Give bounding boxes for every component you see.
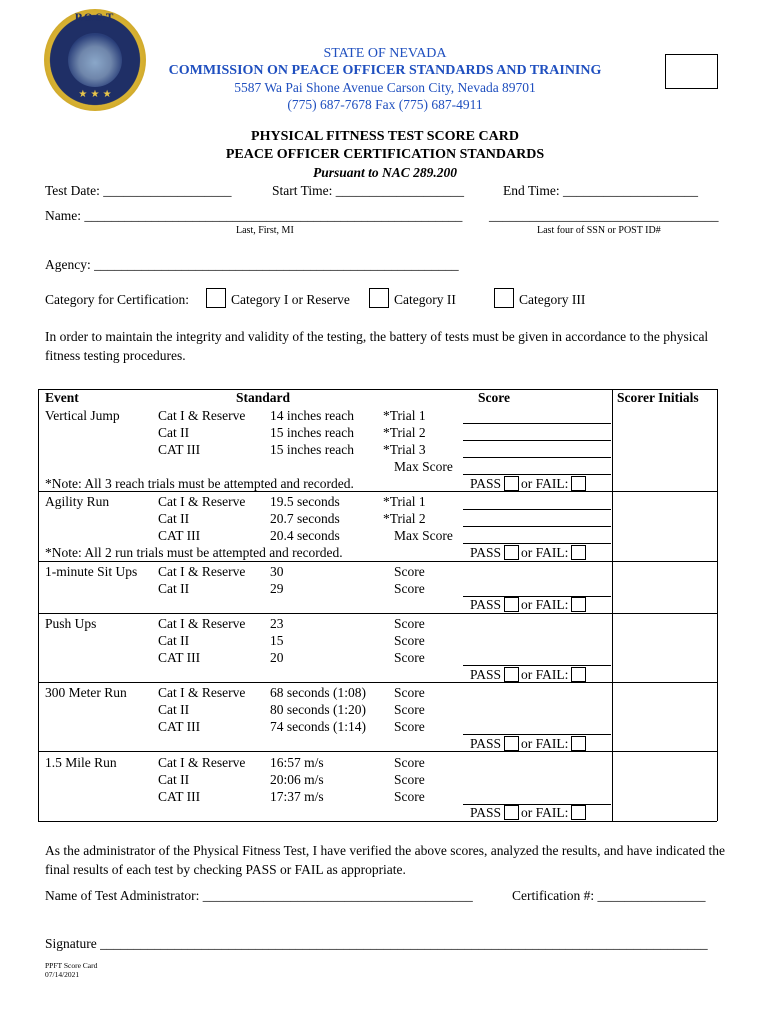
cat-label: Cat II [158, 772, 190, 787]
cat-label: CAT III [158, 650, 201, 665]
pass-checkbox[interactable] [504, 476, 519, 491]
cat-label: Cat I & Reserve [158, 564, 246, 579]
cat-label: Cat I & Reserve [158, 616, 246, 631]
signature-field[interactable]: Signature __________________________________________________________________________________________ [45, 936, 708, 951]
fail-label: or FAIL: [521, 597, 569, 612]
standard-value: 15 inches reach [270, 442, 354, 457]
score-label: *Trial 1 [383, 408, 426, 423]
cat-label: CAT III [158, 442, 201, 457]
score-label: Max Score [394, 528, 453, 543]
standard-value: 17:37 m/s [270, 789, 324, 804]
pass-fail-agility-run [470, 545, 588, 561]
pass-label: PASS [470, 476, 502, 491]
score-input-line[interactable] [463, 543, 611, 544]
pass-fail-sit-ups [470, 597, 588, 613]
score-input-line[interactable] [463, 526, 611, 527]
name-caption: Last, First, MI [236, 225, 294, 236]
start-time-field[interactable]: Start Time: ___________________ [272, 183, 465, 198]
fail-checkbox[interactable] [571, 667, 586, 682]
event-1-5-mile-run: 1.5 Mile Run [45, 755, 117, 770]
score-label: *Trial 1 [383, 494, 426, 509]
certification-field[interactable]: Certification #: ________________ [512, 888, 706, 903]
category-1-checkbox[interactable] [206, 288, 226, 308]
cat-label: CAT III [158, 719, 201, 734]
pass-fail-1-5-mile-run [470, 805, 588, 821]
pass-fail-push-ups [470, 667, 588, 683]
standard-value: 15 [270, 633, 284, 648]
office-use-box[interactable] [665, 54, 718, 89]
pass-checkbox[interactable] [504, 545, 519, 560]
form-subtitle: PEACE OFFICER CERTIFICATION STANDARDS [225, 147, 545, 162]
cat-label: Cat I & Reserve [158, 755, 246, 770]
category-label: Category for Certification: [45, 292, 189, 307]
pass-checkbox[interactable] [504, 805, 519, 820]
score-label: Score [394, 755, 425, 770]
cat-label: CAT III [158, 789, 201, 804]
cat-label: Cat II [158, 633, 190, 648]
pass-checkbox[interactable] [504, 597, 519, 612]
commission-title: COMMISSION ON PEACE OFFICER STANDARDS AND TRAINING [168, 63, 602, 78]
score-input-line[interactable] [463, 457, 611, 458]
score-label: *Trial 3 [383, 442, 426, 457]
category-2-label: Category II [394, 292, 456, 307]
standard-value: 19.5 seconds [270, 494, 340, 509]
category-3-checkbox[interactable] [494, 288, 514, 308]
ssn-caption: Last four of SSN or POST ID# [537, 225, 661, 236]
score-label: Score [394, 702, 425, 717]
standard-value: 80 seconds (1:20) [270, 702, 366, 717]
event-vertical-jump: Vertical Jump [45, 408, 120, 423]
fail-checkbox[interactable] [571, 597, 586, 612]
cat-label: Cat II [158, 511, 190, 526]
pass-label: PASS [470, 545, 502, 560]
score-input-line[interactable] [463, 423, 611, 424]
score-label: Score [394, 772, 425, 787]
admin-statement: As the administrator of the Physical Fitness Test, I have verified the above scores, analyzed the results, and have indicated the final results of each test by checking PASS or FAIL as appropriate. [45, 843, 725, 877]
note-agility-run: *Note: All 2 run trials must be attempted and recorded. [45, 545, 343, 560]
form-title: PHYSICAL FITNESS TEST SCORE CARD [251, 129, 519, 144]
category-1-label: Category I or Reserve [231, 292, 350, 307]
pass-checkbox[interactable] [504, 667, 519, 682]
score-label: Score [394, 616, 425, 631]
score-input-line[interactable] [463, 474, 611, 475]
test-date-field[interactable]: Test Date: ___________________ [45, 183, 232, 198]
standard-value: 16:57 m/s [270, 755, 324, 770]
admin-name-field[interactable]: Name of Test Administrator: ________________________________________ [45, 888, 473, 903]
intro-paragraph: In order to maintain the integrity and validity of the testing, the battery of tests must be given in accordance to the physical fitness testing procedures. [45, 329, 709, 363]
standard-value: 20:06 m/s [270, 772, 324, 787]
pass-checkbox[interactable] [504, 736, 519, 751]
pass-fail-vertical-jump [470, 476, 588, 492]
standard-value: 74 seconds (1:14) [270, 719, 366, 734]
standard-value: 29 [270, 581, 284, 596]
cat-label: Cat II [158, 581, 190, 596]
score-input-line[interactable] [463, 509, 611, 510]
score-label: *Trial 2 [383, 425, 426, 440]
address-line: 5587 Wa Pai Shone Avenue Carson City, Nevada 89701 [234, 80, 536, 95]
standard-value: 20.4 seconds [270, 528, 340, 543]
score-input-line[interactable] [463, 665, 611, 666]
score-input-line[interactable] [463, 440, 611, 441]
standard-value: 23 [270, 616, 284, 631]
score-label: *Trial 2 [383, 511, 426, 526]
pass-fail-300-meter-run [470, 736, 588, 752]
cat-label: Cat I & Reserve [158, 685, 246, 700]
fail-label: or FAIL: [521, 805, 569, 820]
fail-label: or FAIL: [521, 736, 569, 751]
footer-form-name: PPFT Score Card [45, 961, 98, 970]
state-title: STATE OF NEVADA [323, 46, 447, 61]
agency-field[interactable]: Agency: ______________________________________________________ [45, 257, 459, 272]
pass-label: PASS [470, 597, 502, 612]
score-label: Score [394, 685, 425, 700]
event-push-ups: Push Ups [45, 616, 97, 631]
cat-label: Cat II [158, 702, 190, 717]
pass-label: PASS [470, 805, 502, 820]
fail-label: or FAIL: [521, 545, 569, 560]
category-3-label: Category III [519, 292, 586, 307]
standard-value: 20.7 seconds [270, 511, 340, 526]
fail-label: or FAIL: [521, 476, 569, 491]
footer-date: 07/14/2021 [45, 970, 80, 979]
ssn-field[interactable]: __________________________________ [489, 208, 719, 223]
name-field[interactable]: Name: ________________________________________________________ [45, 208, 463, 223]
fail-checkbox[interactable] [571, 805, 586, 820]
score-label: Score [394, 581, 425, 596]
header-score: Score [478, 390, 510, 405]
standard-value: 15 inches reach [270, 425, 354, 440]
score-input-line[interactable] [463, 734, 611, 735]
fail-checkbox[interactable] [571, 476, 586, 491]
cat-label: Cat II [158, 425, 190, 440]
category-2-checkbox[interactable] [369, 288, 389, 308]
end-time-field[interactable]: End Time: ____________________ [503, 183, 699, 198]
event-agility-run: Agility Run [45, 494, 110, 509]
standard-value: 20 [270, 650, 284, 665]
cat-label: Cat I & Reserve [158, 494, 246, 509]
event-300-meter-run: 300 Meter Run [45, 685, 127, 700]
cat-label: Cat I & Reserve [158, 408, 246, 423]
phone-line: (775) 687-7678 Fax (775) 687-4911 [287, 97, 483, 112]
post-seal-logo [44, 9, 146, 111]
standard-value: 68 seconds (1:08) [270, 685, 366, 700]
pursuant-line: Pursuant to NAC 289.200 [312, 165, 458, 180]
header-scorer-initials: Scorer Initials [617, 390, 699, 405]
pass-label: PASS [470, 736, 502, 751]
score-label: Score [394, 789, 425, 804]
score-label: Score [394, 650, 425, 665]
score-label: Score [394, 633, 425, 648]
standard-value: 30 [270, 564, 284, 579]
header-standard: Standard [236, 390, 291, 405]
pass-label: PASS [470, 667, 502, 682]
cat-label: CAT III [158, 528, 201, 543]
standard-value: 14 inches reach [270, 408, 354, 423]
score-label: Score [394, 719, 425, 734]
header-event: Event [45, 390, 79, 405]
star-icon: ★ ★ ★ [78, 89, 112, 100]
score-label: Score [394, 564, 425, 579]
fail-checkbox[interactable] [571, 736, 586, 751]
note-vertical-jump: *Note: All 3 reach trials must be attempted and recorded. [45, 476, 354, 491]
fail-checkbox[interactable] [571, 545, 586, 560]
fail-label: or FAIL: [521, 667, 569, 682]
event-sit-ups: 1-minute Sit Ups [45, 564, 138, 579]
seal-text: P.O.S.T. [74, 13, 116, 24]
seal-center-icon [68, 33, 122, 87]
score-label: Max Score [394, 459, 453, 474]
